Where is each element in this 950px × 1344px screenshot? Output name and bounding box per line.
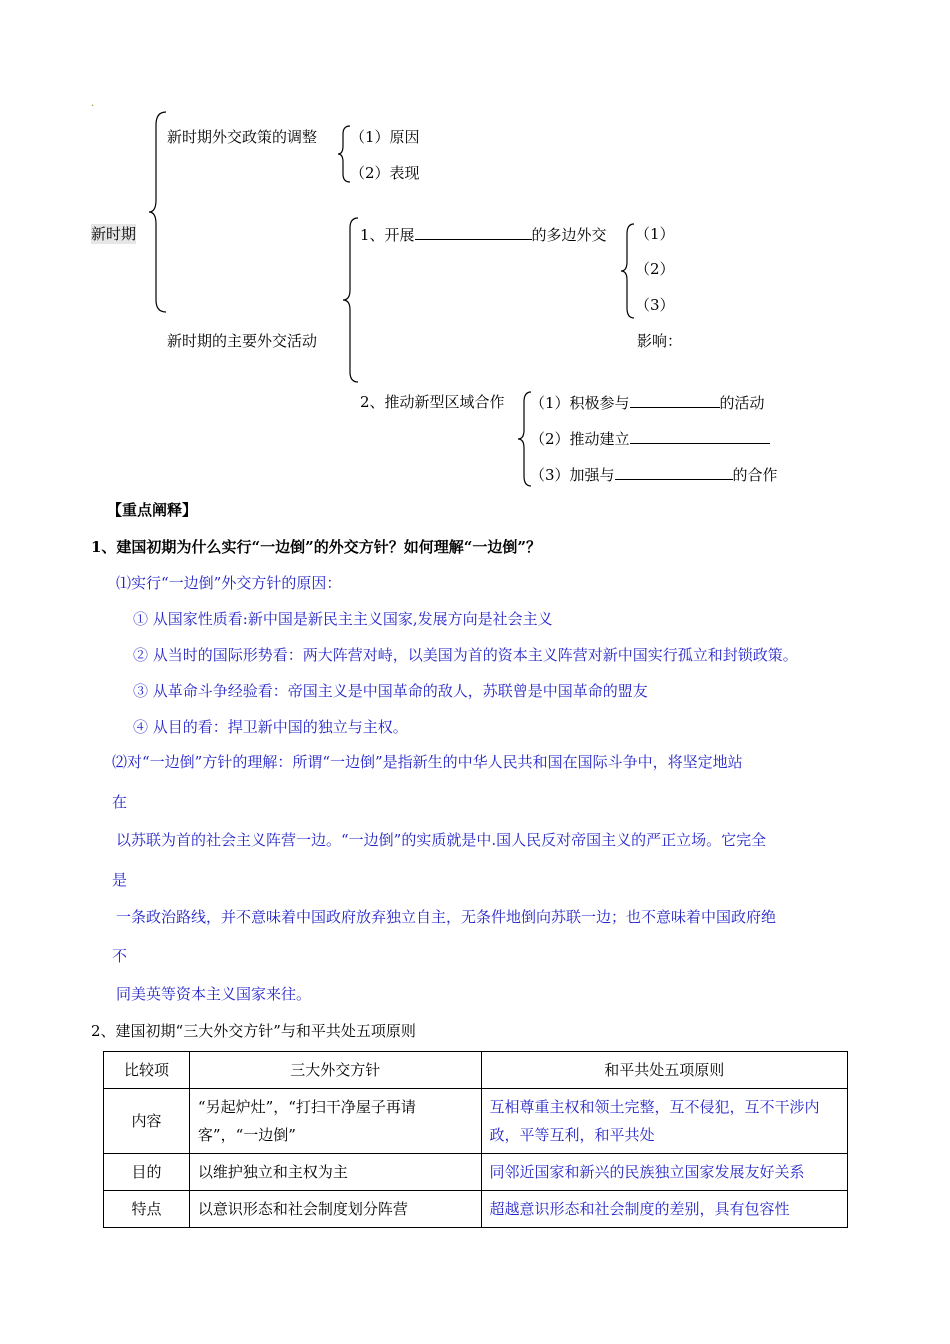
q1-p2-line: 一条政治路线，并不意味着中国政府放弃独立自主，无条件地倒向苏联一边；也不意味着中国政府绝 <box>116 908 777 926</box>
sub2-item <box>530 464 778 485</box>
fill-blank <box>630 428 770 444</box>
sub1-item: （2） <box>635 260 675 278</box>
sub2-item-suffix: 的合作 <box>732 466 778 484</box>
table-cell: 互相尊重主权和领土完整，互不侵犯，互不干涉内政，平等互利，和平共处 <box>481 1089 847 1154</box>
q1-p2-line: ⑵对“一边倒”方针的理解：所谓“一边倒”是指新生的中华人民共和国在国际斗争中，将坚定地站 <box>112 753 743 771</box>
fill-blank <box>615 464 733 480</box>
branch1-brace <box>338 126 350 182</box>
sub2-item <box>530 392 765 413</box>
sub1-item: （3） <box>635 296 675 314</box>
q1-p2-line: 不 <box>112 947 128 965</box>
fill-blank <box>630 392 720 408</box>
sub2-label: 2、推动新型区域合作 <box>360 393 505 411</box>
sub1-suffix: 的多边外交 <box>531 226 607 244</box>
sub2-item-prefix: （3）加强与 <box>530 466 615 484</box>
q1-p1-heading: ⑴实行“一边倒”外交方针的原因： <box>116 574 342 592</box>
branch2-brace <box>343 218 358 382</box>
table-cell-item: 目的 <box>104 1154 190 1191</box>
q1-p2-line: 同美英等资本主义国家来往。 <box>116 985 312 1003</box>
table-header: 和平共处五项原则 <box>481 1052 847 1089</box>
sub1-prefix: 1、开展 <box>360 226 415 244</box>
tree-braces <box>0 0 950 500</box>
q1-title: 1、建国初期为什么实行“一边倒”的外交方针？如何理解“一边倒”？ <box>91 538 541 556</box>
sub2-item-suffix: 的活动 <box>719 394 765 412</box>
sub1-line <box>360 224 607 245</box>
q1-reason: ③ 从革命斗争经验看：帝国主义是中国革命的敌人，苏联曾是中国革命的盟友 <box>133 682 648 700</box>
table-cell: 以意识形态和社会制度划分阵营 <box>189 1191 481 1228</box>
q1-reason: ① 从国家性质看:新中国是新民主主义国家,发展方向是社会主义 <box>133 610 553 628</box>
q2-title: 2、建国初期“三大外交方针”与和平共处五项原则 <box>91 1022 416 1040</box>
table-cell: 超越意识形态和社会制度的差别，具有包容性 <box>481 1191 847 1228</box>
table-header: 比较项 <box>104 1052 190 1089</box>
table-row <box>104 1089 848 1154</box>
sub2-item-prefix: （1）积极参与 <box>530 394 630 412</box>
sub2-item <box>530 428 770 449</box>
branch1-item: （2）表现 <box>350 164 420 182</box>
sub1-brace <box>621 224 634 318</box>
table-cell: 以维护独立和主权为主 <box>189 1154 481 1191</box>
fill-blank <box>415 224 532 240</box>
stray-mark: . <box>91 98 95 109</box>
q1-p2-line: 以苏联为首的社会主义阵营一边。“一边倒”的实质就是中.国人民反对帝国主义的严正立场。它完全 <box>116 831 767 849</box>
sub1-item: （1） <box>635 225 675 243</box>
root-brace <box>149 112 166 312</box>
comparison-table <box>103 1051 848 1228</box>
sub2-item-prefix: （2）推动建立 <box>530 430 630 448</box>
table-header-row <box>104 1052 848 1089</box>
tree-root: 新时期 <box>91 225 137 243</box>
table-row <box>104 1154 848 1191</box>
q1-p2-line: 是 <box>112 871 128 889</box>
table-row <box>104 1191 848 1228</box>
q1-reason: ② 从当时的国际形势看：两大阵营对峙，以美国为首的资本主义阵营对新中国实行孤立和封锁政策。 <box>133 646 798 664</box>
section-title: 【重点阐释】 <box>107 501 198 519</box>
table-header: 三大外交方针 <box>189 1052 481 1089</box>
branch1-item: （1）原因 <box>350 128 420 146</box>
table-cell: “另起炉灶”，“打扫干净屋子再请客”，“一边倒” <box>189 1089 481 1154</box>
q1-reason: ④ 从目的看：捍卫新中国的独立与主权。 <box>133 718 408 736</box>
table-cell: 同邻近国家和新兴的民族独立国家发展友好关系 <box>481 1154 847 1191</box>
sub1-effect: 影响： <box>637 332 683 350</box>
branch2-label: 新时期的主要外交活动 <box>167 332 318 350</box>
table-cell-item: 内容 <box>104 1089 190 1154</box>
table-cell-item: 特点 <box>104 1191 190 1228</box>
branch1-label: 新时期外交政策的调整 <box>167 128 318 146</box>
q1-p2-line: 在 <box>112 793 128 811</box>
